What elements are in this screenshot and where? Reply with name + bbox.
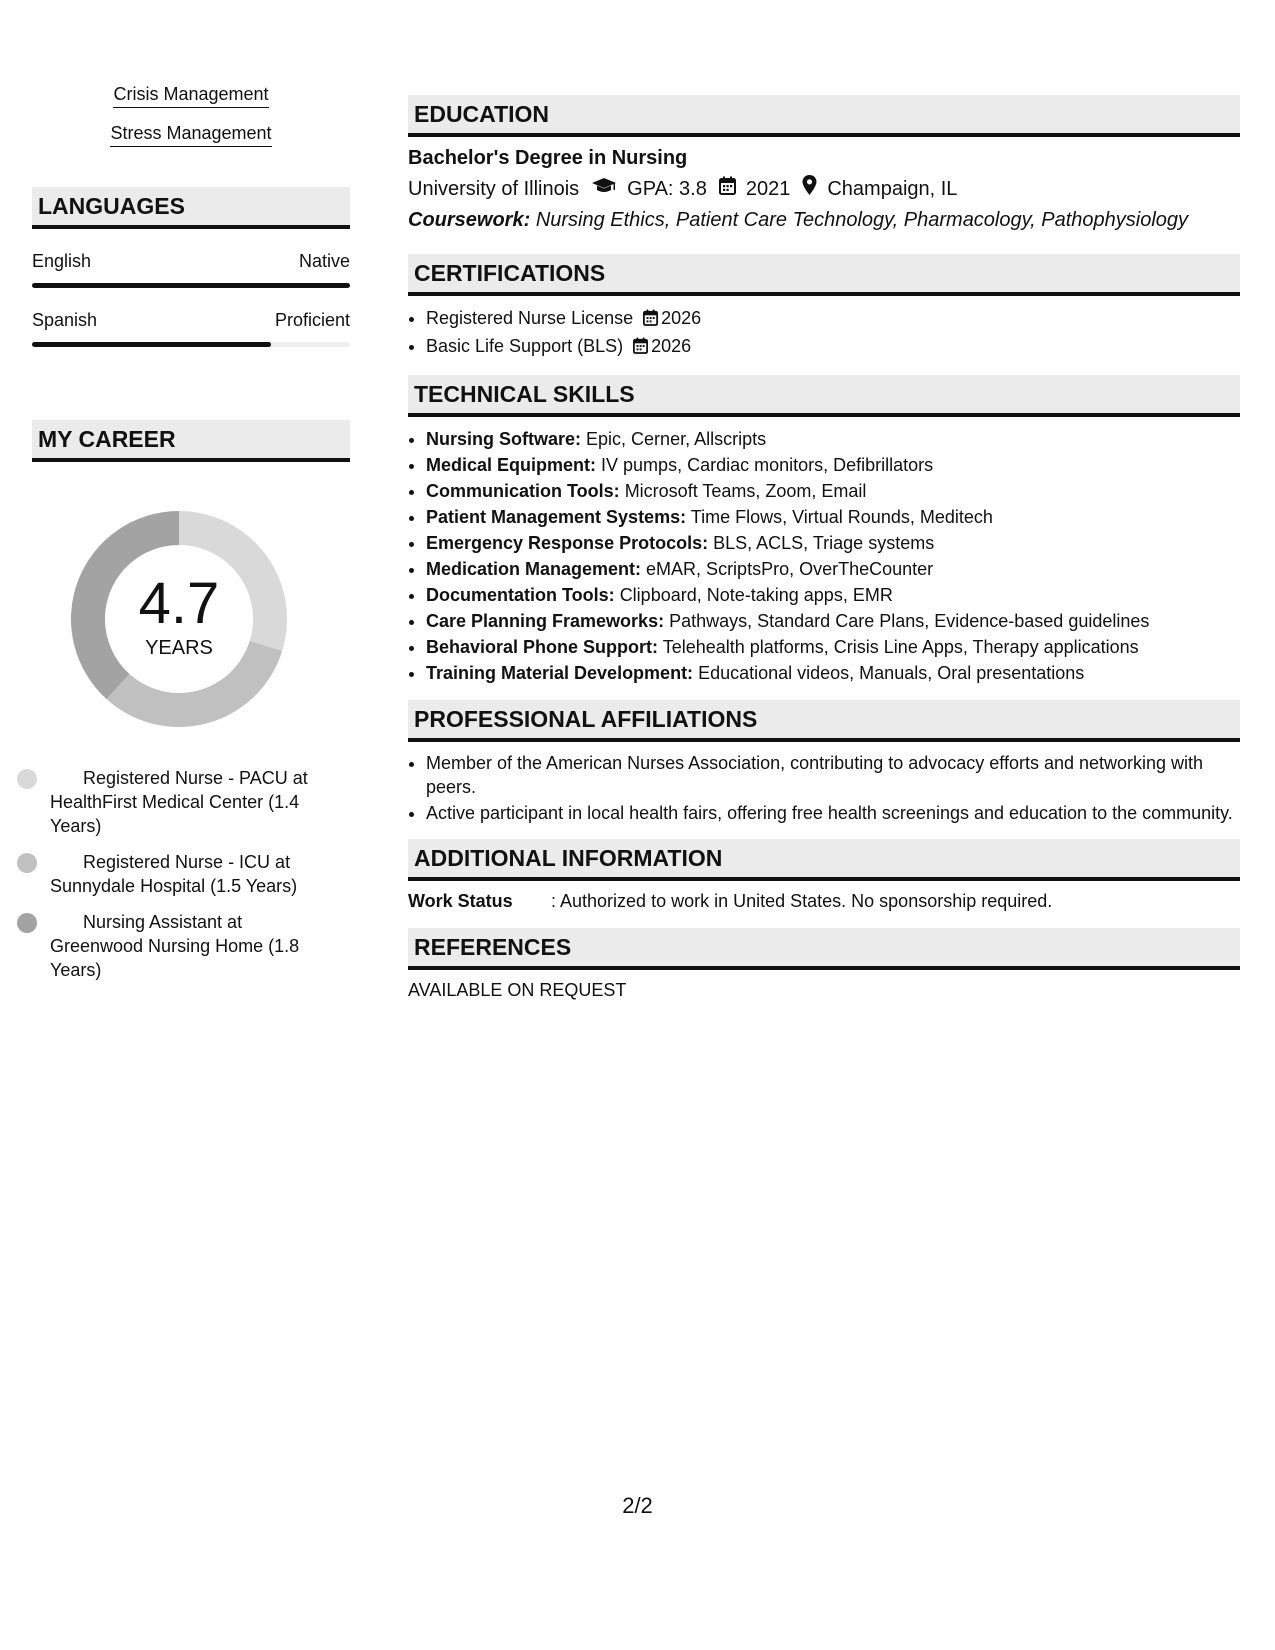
degree-title: Bachelor's Degree in Nursing	[408, 147, 688, 169]
career-total-years: 4.7	[138, 571, 220, 636]
career-legend-item	[50, 910, 320, 982]
graduation-year: 2021	[745, 178, 791, 200]
page-number: 2/2	[622, 1493, 653, 1518]
skill-label: Training Material Development:	[426, 663, 694, 683]
skill-value: Pathways, Standard Care Plans, Evidence-based guidelines	[669, 611, 1150, 631]
affiliations-list	[408, 751, 1240, 825]
technical-skills-section	[408, 375, 1240, 686]
skill-value: IV pumps, Cardiac monitors, Defibrillators	[601, 455, 934, 475]
education-heading: EDUCATION	[408, 95, 1240, 137]
skill-label: Medical Equipment:	[426, 455, 597, 475]
career-heading: MY CAREER	[32, 420, 350, 462]
work-status-value: : Authorized to work in United States. No sponsorship required.	[551, 891, 1053, 911]
affiliation-item: • Active participant in local health fairs, offering free health screenings and education to the community.	[426, 801, 1240, 825]
gpa: GPA: 3.8	[627, 178, 707, 200]
references-heading: REFERENCES	[408, 928, 1240, 970]
skill-item	[426, 660, 1240, 686]
skill-value: Clipboard, Note-taking apps, EMR	[619, 585, 893, 605]
skill-item	[426, 478, 1240, 504]
certification-item	[426, 305, 1240, 333]
work-status	[408, 888, 1240, 914]
map-pin-icon	[802, 174, 817, 205]
career-legend-label: Registered Nurse - ICU at Sunnydale Hospital (1.5 Years)	[50, 852, 298, 896]
right-column	[408, 95, 1240, 1017]
language-level-fill	[32, 342, 271, 347]
skill-item	[426, 582, 1240, 608]
coursework	[408, 205, 1240, 236]
skill-value: Educational videos, Manuals, Oral presentations	[698, 663, 1085, 683]
career-legend	[50, 766, 320, 982]
education-details	[408, 174, 1240, 205]
language-item	[32, 251, 350, 288]
technical-skills-heading: TECHNICAL SKILLS	[408, 375, 1240, 417]
certification-year: 2026	[661, 308, 702, 328]
skill-value: Time Flows, Virtual Rounds, Meditech	[690, 507, 993, 527]
languages-heading: LANGUAGES	[32, 187, 350, 229]
skill-value: eMAR, ScriptsPro, OverTheCounter	[646, 559, 934, 579]
skill-item	[426, 634, 1240, 660]
coursework-list: Nursing Ethics, Patient Care Technology, Pharmacology, Pathophysiology	[535, 209, 1189, 231]
skill-item	[426, 556, 1240, 582]
affiliations-heading: PROFESSIONAL AFFILIATIONS	[408, 700, 1240, 742]
skill-label: Care Planning Frameworks:	[426, 611, 665, 631]
certifications-heading: CERTIFICATIONS	[408, 254, 1240, 296]
skill-label: Documentation Tools:	[426, 585, 615, 605]
skill-tag	[32, 84, 350, 108]
skill-tag-label: Crisis Management	[113, 84, 268, 108]
left-column	[32, 84, 350, 994]
legend-dot	[17, 913, 37, 933]
career-donut-chart	[64, 504, 294, 734]
certification-name: Basic Life Support (BLS)	[426, 336, 624, 356]
calendar-icon	[719, 174, 736, 205]
additional-info-heading: ADDITIONAL INFORMATION	[408, 839, 1240, 881]
certifications-section	[408, 254, 1240, 361]
education-section	[408, 95, 1240, 236]
references-section	[408, 928, 1240, 1003]
skill-item	[426, 530, 1240, 556]
language-level-fill	[32, 283, 350, 288]
skill-value: Microsoft Teams, Zoom, Email	[624, 481, 867, 501]
skill-label: Medication Management:	[426, 559, 642, 579]
skill-label: Emergency Response Protocols:	[426, 533, 709, 553]
career-legend-item	[50, 850, 320, 898]
language-name: English	[32, 251, 92, 271]
skill-item	[426, 504, 1240, 530]
affiliations-section	[408, 700, 1240, 825]
calendar-icon	[633, 335, 648, 361]
skill-label: Behavioral Phone Support:	[426, 637, 659, 657]
technical-skills-list	[408, 426, 1240, 686]
additional-info-section	[408, 839, 1240, 914]
skill-label: Nursing Software:	[426, 429, 582, 449]
career-legend-label: Registered Nurse - PACU at HealthFirst Medical Center (1.4 Years)	[50, 768, 308, 836]
legend-dot	[17, 853, 37, 873]
skill-item	[426, 452, 1240, 478]
skill-item	[426, 608, 1240, 634]
skill-value: BLS, ACLS, Triage systems	[713, 533, 935, 553]
language-item	[32, 310, 350, 347]
language-name: Spanish	[32, 310, 98, 330]
skill-value: Epic, Cerner, Allscripts	[586, 429, 767, 449]
skill-label: Patient Management Systems:	[426, 507, 687, 527]
career-total-unit: YEARS	[145, 637, 213, 659]
coursework-label: Coursework:	[408, 209, 531, 231]
language-level: Proficient	[274, 310, 350, 330]
language-level: Native	[298, 251, 350, 271]
affiliation-item: • Member of the American Nurses Association, contributing to advocacy efforts and networking with peers.	[426, 751, 1240, 799]
skill-label: Communication Tools:	[426, 481, 620, 501]
skill-tag	[32, 123, 350, 147]
graduation-cap-icon	[591, 174, 617, 205]
school-location: Champaign, IL	[827, 178, 958, 200]
skill-tag-label: Stress Management	[110, 123, 271, 147]
certification-item	[426, 333, 1240, 361]
career-legend-item	[50, 766, 320, 838]
calendar-icon	[643, 307, 658, 333]
skill-value: Telehealth platforms, Crisis Line Apps, Therapy applications	[662, 637, 1139, 657]
legend-dot	[17, 769, 37, 789]
language-level-bar	[32, 283, 350, 288]
certification-name: Registered Nurse License	[426, 308, 634, 328]
certification-year: 2026	[651, 336, 692, 356]
certifications-list	[408, 305, 1240, 361]
work-status-label: Work Status	[408, 891, 513, 911]
language-level-bar	[32, 342, 350, 347]
career-legend-label: Nursing Assistant at Greenwood Nursing Home (1.8 Years)	[50, 912, 300, 980]
references-text: AVAILABLE ON REQUEST	[408, 980, 627, 1000]
school-name: University of Illinois	[408, 178, 580, 200]
skill-item	[426, 426, 1240, 452]
